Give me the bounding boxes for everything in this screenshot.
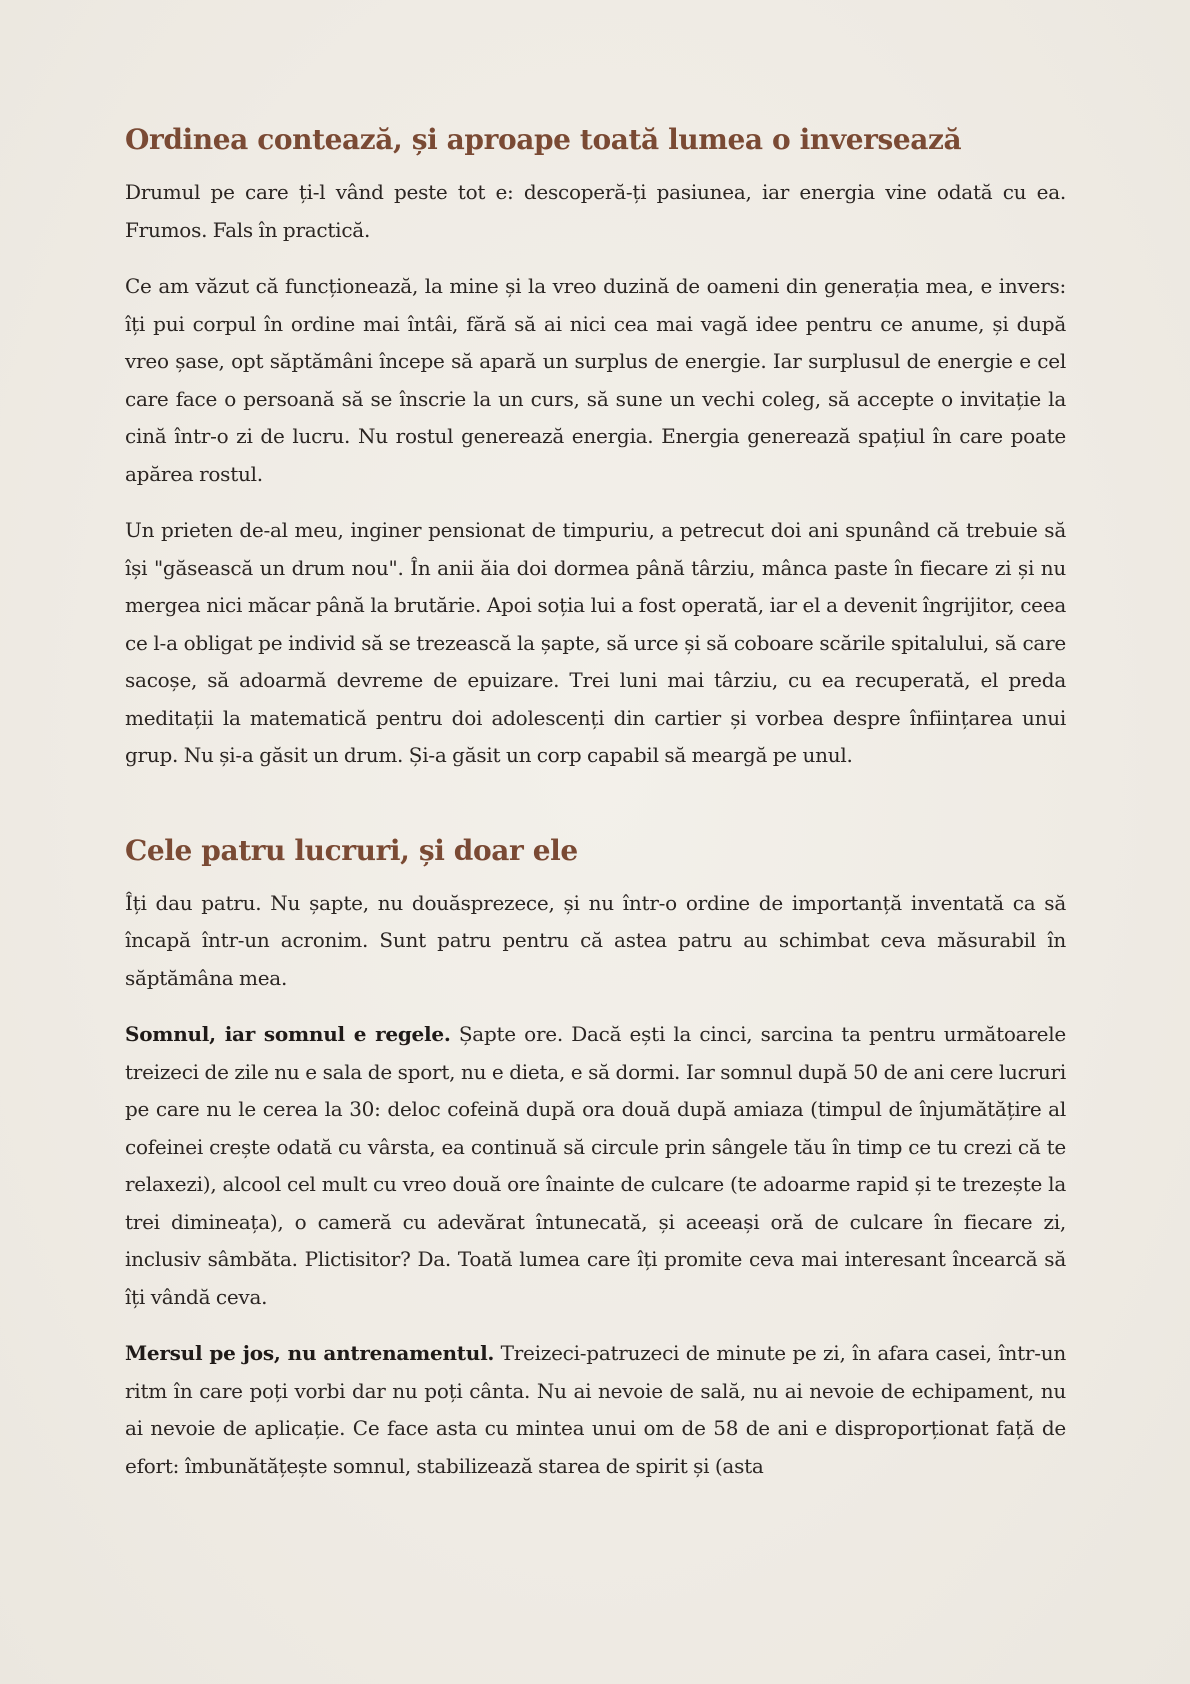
list-item-sleep bbox=[125, 1016, 1066, 1316]
list-item-walking bbox=[125, 1335, 1066, 1485]
item-lead: Mersul pe jos, nu antrenamentul. bbox=[125, 1341, 495, 1365]
article-body bbox=[125, 120, 1066, 1504]
item-text: Șapte ore. Dacă ești la cinci, sarcina ta pentru următoarele treizeci de zile nu e sala de sport, nu e dieta, e să dormi. Iar somnul după 50 de ani cere lucruri pe care nu le cerea la 30: deloc cofeină după ora două după amiaza (timpul de înjumătățire al cofeinei crește odată cu vârsta, ea continuă să circule prin sângele tău în timp ce tu crezi că te relaxezi), alcool cel mult cu vreo două ore înainte de culcare (te adoarme rapid și te trezește la trei dimineața), o cameră cu adevărat întunecată, și aceeași oră de culcare în fiecare zi, inclusiv sâmbăta. Plictisitor? Da. Toată lumea care îți promite ceva mai interesant încearcă să îți vândă ceva. bbox=[125, 1022, 1066, 1309]
paragraph-intro: Îți dau patru. Nu șapte, nu douăsprezece, și nu într-o ordine de importanță inventată ca să încapă într-un acronim. Sunt patru pentru că astea patru au schimbat ceva măsurabil în săptămâna mea. bbox=[125, 890, 1066, 990]
paragraph: Un prieten de-al meu, inginer pensionat de timpuriu, a petrecut doi ani spunând că trebuie să își "găsească un drum nou". În anii ăia doi dormea până târziu, mânca paste în fiecare zi și nu mergea nici măcar până la brutărie. Apoi soția lui a fost operată, iar el a devenit îngrijitor, ceea ce l-a obligat pe individ să se trezească la șapte, să urce și să coboare scările spitalului, să care sacoșe, să adoarmă devreme de epuizare. Trei luni mai târziu, cu ea recuperată, el preda meditații la matematică pentru doi adolescenți din cartier și vorbea despre înființarea unui grup. Nu și-a găsit un drum. Și-a găsit un corp capabil să meargă pe unul. bbox=[125, 518, 1066, 767]
section-heading-four-things: Cele patru lucruri, și doar ele bbox=[125, 833, 578, 867]
paragraph: Ce am văzut că funcționează, la mine și la vreo duzină de oameni din generația mea, e invers: îți pui corpul în ordine mai întâi, fără să ai nici cea mai vagă idee pentru ce anume, și după vreo șase, opt săptămâni începe să apară un surplus de energie. Iar surplusul de energie e cel care face o persoană să se înscrie la un curs, să sune un vechi coleg, să accepte o invitație la cină într-o zi de lucru. Nu rostul generează energia. Energia generează spațiul în care poate apărea rostul. bbox=[125, 274, 1066, 486]
paragraph: Drumul pe care ți-l vând peste tot e: descoperă-ți pasiunea, iar energia vine odată cu ea. Frumos. Fals în practică. bbox=[125, 180, 1066, 242]
section-heading-order: Ordinea contează, și aproape toată lumea o inversează bbox=[125, 123, 962, 156]
item-text: Treizeci-patruzeci de minute pe zi, în afara casei, într-un ritm în care poți vorbi dar nu poți cânta. Nu ai nevoie de sală, nu ai nevoie de echipament, nu ai nevoie de aplicație. Ce face asta cu mintea unui om de 58 de ani e disproporționat față de efort: îmbunătățește somnul, stabilizează starea de spirit și (asta bbox=[125, 1341, 1066, 1478]
item-lead: Somnul, iar somnul e regele. bbox=[125, 1022, 451, 1046]
